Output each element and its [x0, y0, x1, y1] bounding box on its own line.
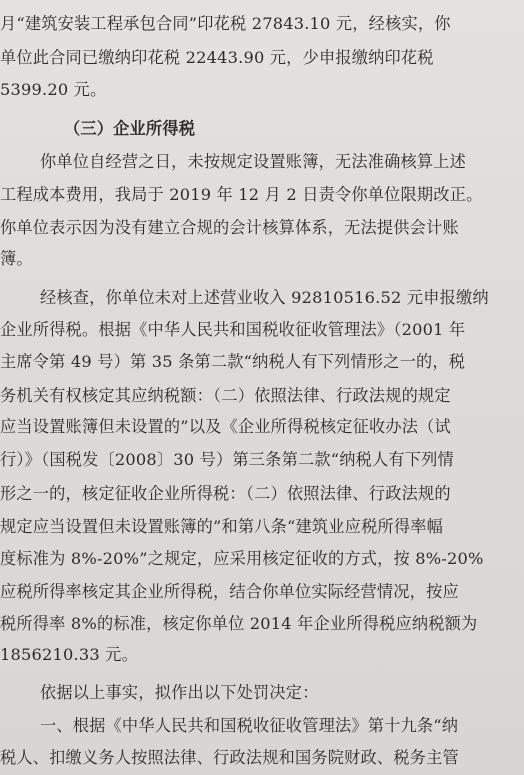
text-line-22: 一、根据《中华人民共和国税收征收管理法》第十九条“纳	[40, 716, 459, 735]
text-line-7: 你单位表示因为没有建立合规的会计核算体系，无法提供会计账	[0, 218, 459, 237]
text-line-14: 行）》（国税发〔2008〕30 号）第三条第二款“纳税人有下列情	[0, 450, 454, 469]
text-line-11: 主席令第 49 号）第 35 条第二款“纳税人有下列情形之一的，税	[0, 352, 466, 371]
text-line-3: 5399.20 元。	[0, 80, 107, 99]
section-heading-corporate-income-tax: （三）企业所得税	[64, 119, 196, 138]
text-line-19: 税所得率 8%的标准，核定你单位 2014 年企业所得税应纳税额为	[0, 614, 478, 633]
text-line-21: 依据以上事实，拟作出以下处罚决定：	[40, 683, 319, 702]
text-line-16: 规定应当设置但未设置账簿的”和第八条“建筑业应税所得率幅	[0, 517, 444, 536]
text-line-6: 工程成本费用，我局于 2019 年 12 月 2 日责令你单位限期改正。	[0, 185, 483, 204]
text-line-8: 簿。	[0, 249, 33, 268]
text-line-12: 务机关有权核定其应纳税额：（二）依照法律、行政法规的规定	[0, 386, 451, 405]
text-line-2: 单位此合同已缴纳印花税 22443.90 元，少申报缴纳印花税	[0, 48, 434, 67]
text-line-23: 税人、扣缴义务人按照法律、行政法规和国务院财政、税务主管	[0, 748, 459, 767]
text-line-13: 应当设置账簿但未设置的”以及《企业所得税核定征收办法（试	[0, 417, 451, 436]
text-line-10: 企业所得税。根据《中华人民共和国税收征收管理法》（2001 年	[0, 320, 466, 339]
text-line-5: 你单位自经营之日，未按规定设置账簿，无法准确核算上述	[40, 152, 467, 171]
text-line-20: 1856210.33 元。	[0, 645, 138, 664]
text-line-9: 经核查，你单位未对上述营业收入 92810516.52 元申报缴纳	[40, 288, 489, 307]
text-line-15: 形之一的，核定征收企业所得税：（二）依照法律、行政法规的	[0, 484, 451, 503]
text-line-1: 月“建筑安装工程承包合同”印花税 27843.10 元，经核实，你	[0, 14, 451, 33]
text-line-18: 应税所得率核定其企业所得税，结合你单位实际经营情况，按应	[0, 582, 459, 601]
text-line-17: 度标准为 8%-20%”之规定，应采用核定征收的方式，按 8%-20%	[0, 549, 484, 568]
